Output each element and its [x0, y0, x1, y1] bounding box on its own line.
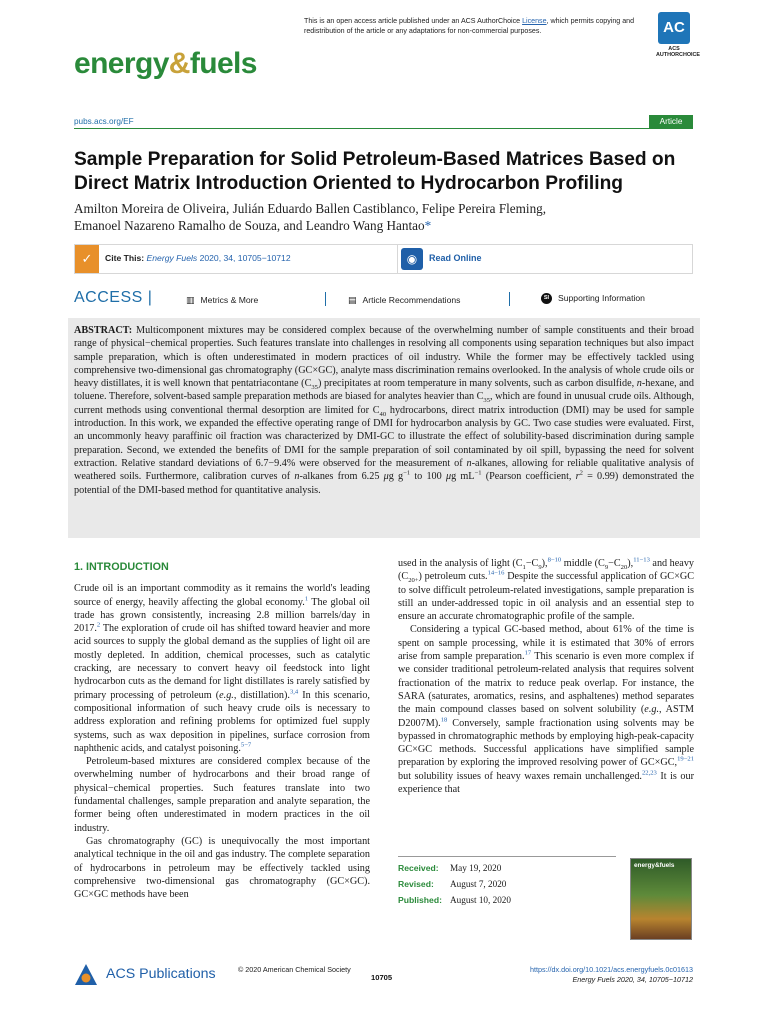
body-italic: e.g.	[644, 704, 660, 716]
date-value: August 7, 2020	[450, 879, 507, 889]
citation-ref[interactable]: 14−16	[487, 569, 505, 577]
site-url[interactable]: pubs.acs.org/EF	[74, 117, 134, 126]
body-text: Considering a typical GC-based method, about 61% of the time is spent on sample processing, while it is estimated that 30% of errors arise from sample preparation.	[398, 624, 694, 663]
body-sub: 9	[604, 564, 609, 572]
read-online-label: Read Online	[429, 253, 482, 263]
abstract-italic: n	[294, 471, 300, 483]
abstract-sub: 35	[483, 397, 491, 405]
acs-logo-icon	[74, 963, 98, 987]
citation-ref[interactable]: 3,4	[289, 688, 299, 696]
license-link[interactable]: License	[522, 17, 547, 25]
badge-label-2: AUTHORCHOICE	[656, 52, 701, 59]
page-number: 10705	[371, 973, 393, 982]
abstract-text: -hexane, and toluene. Therefore, solvent-based sample preparation methods are biased for analytes heavier than C	[74, 378, 694, 403]
article-list-icon: ▤	[348, 295, 357, 305]
citation-ref[interactable]: 18	[440, 716, 448, 724]
si-icon: SI	[541, 293, 552, 304]
abstract-text: -alkanes from 6.25	[299, 471, 384, 483]
citation-ref[interactable]: 1	[304, 595, 309, 603]
body-text: , ASTM D2007M).	[398, 704, 694, 729]
acs-authorchoice-badge	[656, 12, 701, 64]
metrics-link[interactable]	[186, 295, 258, 306]
cite-journal-link[interactable]: Energy Fuels	[146, 253, 198, 263]
corresponding-author-star[interactable]: *	[424, 218, 432, 234]
abstract-text: hydrocarbons, direct matrix introduction (DMI) may be used for sample introduction. In this work, we expanded the effective operating range of DMI for hydrocarbon analysis by GC. Two case studies were evaluated. First, an uncommonly heavy paraffinic oil fraction was characterized by DMI-GC to illustrate the effect of solubility-based discrimination during sample preparation. Second, we extended the benefits of DMI for the sample preparation of soil contaminated by oil spill, bypassing the need for solvent extraction. Relative standard deviations of 6.7−9.4% were observed for the measurement of	[74, 404, 694, 469]
body-text: Crude oil is an important commodity as it remains the world's leading source of energy, heavily affecting the global economy.	[74, 583, 370, 608]
abstract-text: g mL	[451, 471, 475, 483]
abstract-text: , which are found in unusual crude oils. Although, current methods using conventional thermal desorption are limited for C	[74, 391, 695, 416]
date-label: Published:	[398, 895, 442, 905]
section-heading: 1. INTRODUCTION	[74, 561, 169, 573]
journal-logo-amp: &	[168, 47, 190, 80]
abstract-sub: 35	[311, 384, 318, 392]
paragraph	[74, 582, 370, 755]
journal-logo	[74, 47, 257, 81]
body-text: The exploration of crude oil has shifted toward heavier and more acid sources to supply the global demand as the supplies of light oil are mostly depleted. In addition, chemical processes, such as catalytic cracking, are necessary to convert heavy oil feedstock into light hydrocarbon cuts as the demand for light distillates is rarely satisfied by primary processing of petroleum (	[74, 623, 370, 701]
author-line-2	[74, 217, 694, 234]
footer-citation: Energy Fuels 2020, 34, 10705−10712	[572, 974, 693, 984]
citation-ref[interactable]: 5−7	[240, 741, 252, 749]
access-bar	[74, 289, 693, 313]
access-separator-1	[325, 292, 326, 306]
abstract-italic: μ	[445, 471, 452, 483]
author-line-2-text: Emanoel Nazareno Ramalho de Souza, and Leandro Wang Hantao	[74, 218, 425, 234]
body-text: In this scenario, compositional information of such heavy crude oils is necessary to address exploration and refining problems for optimized fuel supply systems, such as wax deposition in pipelines, surface corrosion from naphthenic acids, and catalyst poisoning.	[74, 689, 370, 754]
abstract-text: -alkanes, allowing for reliable qualitative analysis of weathered soils. Furthermore, calibration curves of	[74, 457, 694, 483]
body-sub: 20+	[408, 577, 419, 585]
abstract-text: ) precipitates at room temperature in many solvents, such as carbon disulfide,	[317, 378, 637, 390]
date-revised	[398, 876, 616, 892]
acs-publications-logo[interactable]	[74, 963, 224, 987]
date-value: May 19, 2020	[450, 863, 502, 873]
globe-icon: ◉	[401, 248, 423, 270]
citation-ref[interactable]: 2	[96, 621, 101, 629]
body-text: Despite the successful application of GC×GC to solve difficult petroleum-related investigations, sample preparation is still an under-addressed topic in oil analysis and an essential step to ensure an accurate chromatographic profile of the sample.	[398, 571, 694, 623]
license-notice	[304, 17, 644, 36]
citation-ref[interactable]: 22,23	[641, 769, 657, 777]
paragraph: Petroleum-based mixtures are considered complex because of the overwhelming number of hydrocarbons and their broad range of physical−chemical properties. Such features translate into two fundamental challenges, sample preparation and analyte separation, the former being often underestimated in modern practices in the oil industry.	[74, 756, 370, 834]
doi-link[interactable]: https://dx.doi.org/10.1021/acs.energyfuels.0c01613	[529, 965, 693, 974]
cite-bar	[74, 244, 693, 274]
journal-logo-part1: energy	[74, 47, 169, 80]
metrics-label: Metrics & More	[200, 295, 259, 305]
date-received	[398, 860, 616, 876]
paragraph	[398, 623, 694, 796]
supporting-info-link[interactable]	[541, 293, 645, 304]
citation-ref[interactable]: 8−10	[547, 556, 562, 564]
body-text: It is our experience that	[398, 770, 694, 796]
cover-title: energy&fuels	[634, 862, 675, 869]
abstract-italic: n	[466, 457, 472, 469]
ac-icon: AC	[658, 12, 690, 44]
citation-ref[interactable]: 17	[524, 649, 532, 657]
abstract-sup: −1	[403, 469, 411, 477]
body-sub: 1	[522, 564, 526, 572]
cite-label: Cite This:	[105, 253, 145, 263]
abstract-sub: 40	[379, 410, 387, 418]
body-text: used in the analysis of light (C	[398, 558, 523, 569]
acs-publications-text: ACS Publications	[106, 966, 216, 982]
date-label: Revised:	[398, 879, 434, 889]
cite-details[interactable]: 2020, 34, 10705−10712	[197, 253, 291, 263]
body-italic: e.g.	[219, 689, 234, 701]
badge-label-1: ACS	[668, 46, 680, 52]
recommendations-label: Article Recommendations	[362, 295, 461, 305]
abstract-text: = 0.99) demonstrated the potential of the DMI-based method for quantitative analysis.	[74, 471, 694, 496]
abstract-sup: −1	[474, 469, 482, 477]
body-text: but solubility issues of heavy waxes remain unchallenged.	[398, 770, 642, 782]
cite-icon[interactable]: ✓	[75, 245, 99, 273]
access-label-text: ACCESS	[74, 289, 143, 306]
body-text: −C	[525, 558, 539, 569]
body-text: The global oil trade has grown consistently, increasing 2.8 million barrels/day in 2017.	[74, 596, 370, 635]
abstract-italic: n	[636, 378, 642, 390]
body-text: and heavy (C	[398, 558, 695, 583]
body-text: Conversely, sample fractionation using solvents may be bypassed in chromatographic methods by employing high-peak-capacity GC×GC methods. Successful applications have simplified sample preparation by exploring the improved resolving power of GC×GC,	[398, 717, 694, 769]
cite-info	[105, 253, 291, 263]
supporting-info-label: Supporting Information	[558, 293, 645, 303]
abstract-text: Multicomponent mixtures may be considered complex because of the overwhelming number of sample constituents and their broad range of physical−chemical properties. Such features translate into challenges in resolving all components using separation techniques but also impact sample preparation, which is often underestimated in modern practices of oil industry. While the former may be effectively tackled using comprehensive two-dimensional gas chromatography (GC×GC), analyte mass discrimination remains overlooked. In the analysis of whole crude oils or heavy distillates, it is well known that pentatriacontane (C	[74, 325, 694, 390]
abstract-label: ABSTRACT:	[74, 325, 133, 336]
body-column-left	[74, 561, 370, 901]
author-list	[74, 200, 694, 235]
citation-ref[interactable]: 19−21	[677, 756, 694, 764]
abstract-italic: r	[575, 471, 580, 483]
paragraph	[398, 557, 694, 623]
abstract-text: g g	[388, 471, 404, 483]
access-label: ACCESS |	[74, 289, 153, 306]
body-sub: 20	[620, 564, 628, 572]
body-text: , distillation).	[233, 689, 290, 701]
copyright-notice: © 2020 American Chemical Society	[238, 965, 351, 974]
journal-cover-thumbnail[interactable]	[630, 858, 692, 940]
body-text: −C	[608, 558, 621, 569]
journal-logo-part2: fuels	[189, 47, 257, 80]
body-text: ),	[541, 558, 548, 569]
header-rule	[74, 128, 693, 129]
body-sub: 9	[538, 564, 542, 572]
read-online-button[interactable]	[397, 245, 587, 273]
abstract-italic: μ	[383, 471, 389, 483]
paragraph: Gas chromatography (GC) is unequivocally the most important analytical technique in the oil and gas industry. The complete separation of hydrocarbons in petroleum may be effectively tackled using comprehensive two-dimensional gas chromatography (GC×GC). GC×GC methods have been	[74, 835, 370, 901]
abstract-sup: 2	[579, 469, 583, 477]
citation-ref[interactable]: 11−13	[633, 556, 650, 564]
body-text: This scenario is even more complex if we consider traditional petroleum-related analysis that requires solvent fractionation of the matrix to reduce peak overlap. For instance, the SARA (saturates, aromatics, resins, and asphaltenes) method separates the main compound classes based on solvent solubility (	[398, 651, 694, 716]
date-label: Received:	[398, 863, 439, 873]
bar-chart-icon: ▥	[186, 295, 195, 305]
date-value: August 10, 2020	[450, 895, 511, 905]
access-separator-2	[509, 292, 510, 306]
article-title: Sample Preparation for Solid Petroleum-Based Matrices Based on Direct Matrix Introduction Oriented to Hydrocarbon Profiling	[74, 149, 676, 194]
recommendations-link[interactable]	[348, 295, 460, 306]
article-type-badge: Article	[649, 115, 693, 128]
abstract-box	[68, 318, 700, 538]
author-line-1: Amilton Moreira de Oliveira, Julián Eduardo Ballen Castiblanco, Felipe Pereira Fleming,	[74, 201, 547, 216]
footer-doi-block	[530, 965, 693, 984]
body-text: middle (C	[561, 558, 605, 569]
publication-dates	[398, 856, 616, 908]
abstract-text: to 100	[410, 471, 446, 483]
license-text: This is an open access article published under an ACS AuthorChoice	[304, 17, 523, 25]
date-published	[398, 892, 616, 908]
license-text-end: , which permits copying and redistribution of the article or any adaptations for non-commercial purposes.	[304, 17, 635, 35]
body-text: ) petroleum cuts.	[418, 571, 488, 583]
abstract-text: (Pearson coefficient,	[481, 471, 576, 483]
body-text: ),	[627, 558, 634, 569]
body-column-right	[398, 557, 694, 796]
